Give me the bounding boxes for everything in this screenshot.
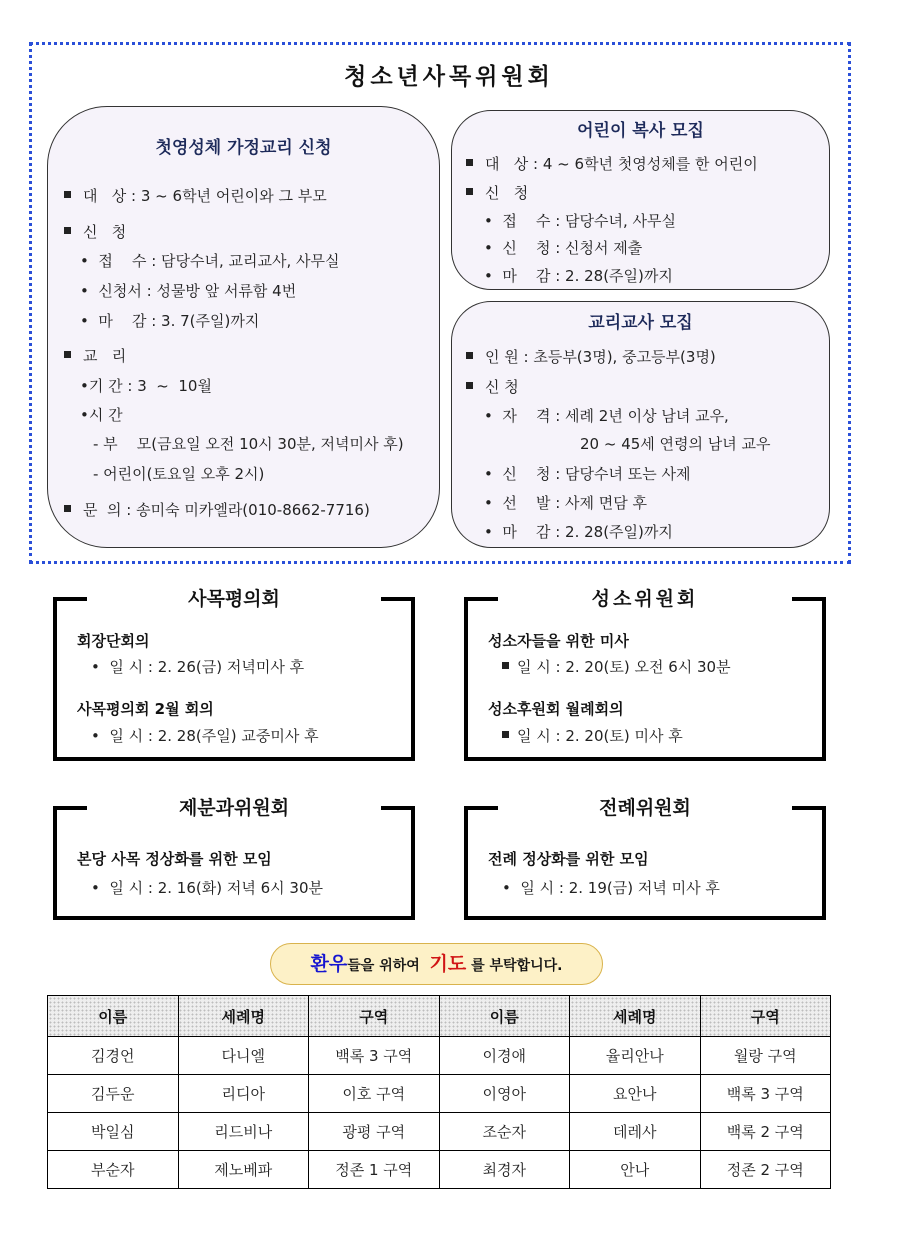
- section-heading: 본당 사목 정상화를 위한 모임: [77, 850, 272, 868]
- info-line: 20 ~ 45세 연령의 남녀 교우: [580, 435, 771, 453]
- catechist-box: [451, 301, 830, 548]
- table-cell: 율리안나: [570, 1037, 701, 1075]
- table-cell: 조순자: [439, 1113, 570, 1151]
- table-cell: 최경자: [439, 1151, 570, 1189]
- column-header: 구역: [700, 996, 831, 1037]
- table-cell: 정존 1 구역: [309, 1151, 440, 1189]
- pastoral-council-panel: [53, 588, 415, 761]
- column-header: 세례명: [570, 996, 701, 1037]
- table-cell: 김두운: [48, 1075, 179, 1113]
- table-cell: 광평 구역: [309, 1113, 440, 1151]
- altar-server-box: [451, 110, 830, 290]
- square-bullet-icon: [502, 731, 509, 738]
- table-cell: 데레사: [570, 1113, 701, 1151]
- table-cell: 제노베파: [178, 1151, 309, 1189]
- info-line: • 접 수 : 담당수녀, 사무실: [484, 212, 676, 230]
- schedule-line: • 일 시 : 2. 28(주일) 교중미사 후: [91, 727, 319, 745]
- table-cell: 백록 2 구역: [700, 1113, 831, 1151]
- table-row: [48, 1037, 831, 1075]
- schedule-line: 일 시 : 2. 20(토) 오전 6시 30분: [502, 656, 731, 677]
- column-header: 세례명: [178, 996, 309, 1037]
- table-row: [48, 1151, 831, 1189]
- info-line: • 마 감 : 2. 28(주일)까지: [484, 523, 673, 541]
- liturgy-title: 전례위원회: [599, 797, 691, 819]
- square-bullet-icon: [64, 505, 71, 512]
- square-bullet-icon: [466, 159, 473, 166]
- info-line: • 마 감 : 2. 28(주일)까지: [484, 267, 673, 285]
- info-line: • 신 청 : 담당수녀 또는 사제: [484, 465, 691, 483]
- prayer-list-table: [47, 995, 831, 1189]
- table-cell: 백록 3 구역: [700, 1075, 831, 1113]
- square-bullet-icon: [502, 662, 509, 669]
- table-cell: 김경언: [48, 1037, 179, 1075]
- first-communion-title: 첫영성체 가정교리 신청: [155, 138, 332, 158]
- table-cell: 이호 구역: [309, 1075, 440, 1113]
- contact-line: 문 의 : 송미숙 미카엘라(010-8662-7716): [64, 499, 370, 520]
- youth-committee-title: 청소년사목위원회: [344, 64, 554, 90]
- info-line: • 신청서 : 성물방 앞 서류함 4번: [80, 282, 297, 300]
- altar-server-title: 어린이 복사 모집: [577, 121, 704, 141]
- info-line: 대 상 : 3 ~ 6학년 어린이와 그 부모: [64, 185, 327, 206]
- info-line: • 마 감 : 3. 7(주일)까지: [80, 312, 260, 330]
- table-cell: 다니엘: [178, 1037, 309, 1075]
- info-line: •기 간 : 3 ~ 10월: [80, 377, 212, 395]
- table-cell: 부순자: [48, 1151, 179, 1189]
- info-line: • 신 청 : 신청서 제출: [484, 239, 643, 257]
- pastoral-council-title: 사목평의회: [188, 588, 280, 610]
- square-bullet-icon: [64, 351, 71, 358]
- info-line: • 자 격 : 세례 2년 이상 남녀 교우,: [484, 407, 729, 425]
- info-line: • 접 수 : 담당수녀, 교리교사, 사무실: [80, 252, 340, 270]
- table-cell: 정존 2 구역: [700, 1151, 831, 1189]
- schedule-line: • 일 시 : 2. 19(금) 저녁 미사 후: [502, 879, 720, 897]
- table-cell: 요안나: [570, 1075, 701, 1113]
- section-heading: 회장단회의: [77, 632, 150, 650]
- square-bullet-icon: [64, 191, 71, 198]
- vocation-title: 성소위원회: [591, 588, 699, 610]
- liturgy-panel: [464, 797, 826, 920]
- section-heading: 전례 정상화를 위한 모임: [488, 850, 649, 868]
- square-bullet-icon: [64, 227, 71, 234]
- section-heading: 성소자들을 위한 미사: [488, 632, 629, 650]
- table-cell: 이경애: [439, 1037, 570, 1075]
- schedule-line: • 일 시 : 2. 26(금) 저녁미사 후: [91, 658, 305, 676]
- info-line: • 선 발 : 사제 면담 후: [484, 494, 648, 512]
- info-line: 신 청: [64, 221, 126, 242]
- column-header: 이름: [48, 996, 179, 1037]
- prayer-request-banner: 환우들을 위하여 기도 를 부탁합니다.: [270, 943, 603, 985]
- info-line: 교 리: [64, 345, 126, 366]
- square-bullet-icon: [466, 352, 473, 359]
- table-row: [48, 1075, 831, 1113]
- district-panel: [53, 797, 415, 920]
- table-cell: 월랑 구역: [700, 1037, 831, 1075]
- table-cell: 박일심: [48, 1113, 179, 1151]
- district-title: 제분과위원회: [178, 797, 290, 819]
- info-line: •시 간: [80, 406, 123, 424]
- table-row: [48, 1113, 831, 1151]
- table-cell: 안나: [570, 1151, 701, 1189]
- vocation-panel: [464, 588, 826, 761]
- info-line: 신 청: [466, 182, 528, 203]
- square-bullet-icon: [466, 188, 473, 195]
- info-line: - 어린이(토요일 오후 2시): [93, 465, 265, 483]
- first-communion-box: [47, 106, 440, 548]
- table-cell: 이영아: [439, 1075, 570, 1113]
- table-cell: 리드비나: [178, 1113, 309, 1151]
- section-heading: 성소후원회 월례회의: [488, 700, 624, 718]
- table-header-row: [48, 996, 831, 1037]
- column-header: 이름: [439, 996, 570, 1037]
- catechist-title: 교리교사 모집: [588, 313, 693, 333]
- schedule-line: 일 시 : 2. 20(토) 미사 후: [502, 725, 683, 746]
- info-line: 인 원 : 초등부(3명), 중고등부(3명): [466, 346, 716, 367]
- table-cell: 백록 3 구역: [309, 1037, 440, 1075]
- table-cell: 리디아: [178, 1075, 309, 1113]
- info-line: - 부 모(금요일 오전 10시 30분, 저녁미사 후): [93, 435, 404, 453]
- square-bullet-icon: [466, 382, 473, 389]
- info-line: 신 청: [466, 376, 519, 397]
- schedule-line: • 일 시 : 2. 16(화) 저녁 6시 30분: [91, 879, 323, 897]
- info-line: 대 상 : 4 ~ 6학년 첫영성체를 한 어린이: [466, 153, 758, 174]
- section-heading: 사목평의회 2월 회의: [77, 700, 214, 718]
- column-header: 구역: [309, 996, 440, 1037]
